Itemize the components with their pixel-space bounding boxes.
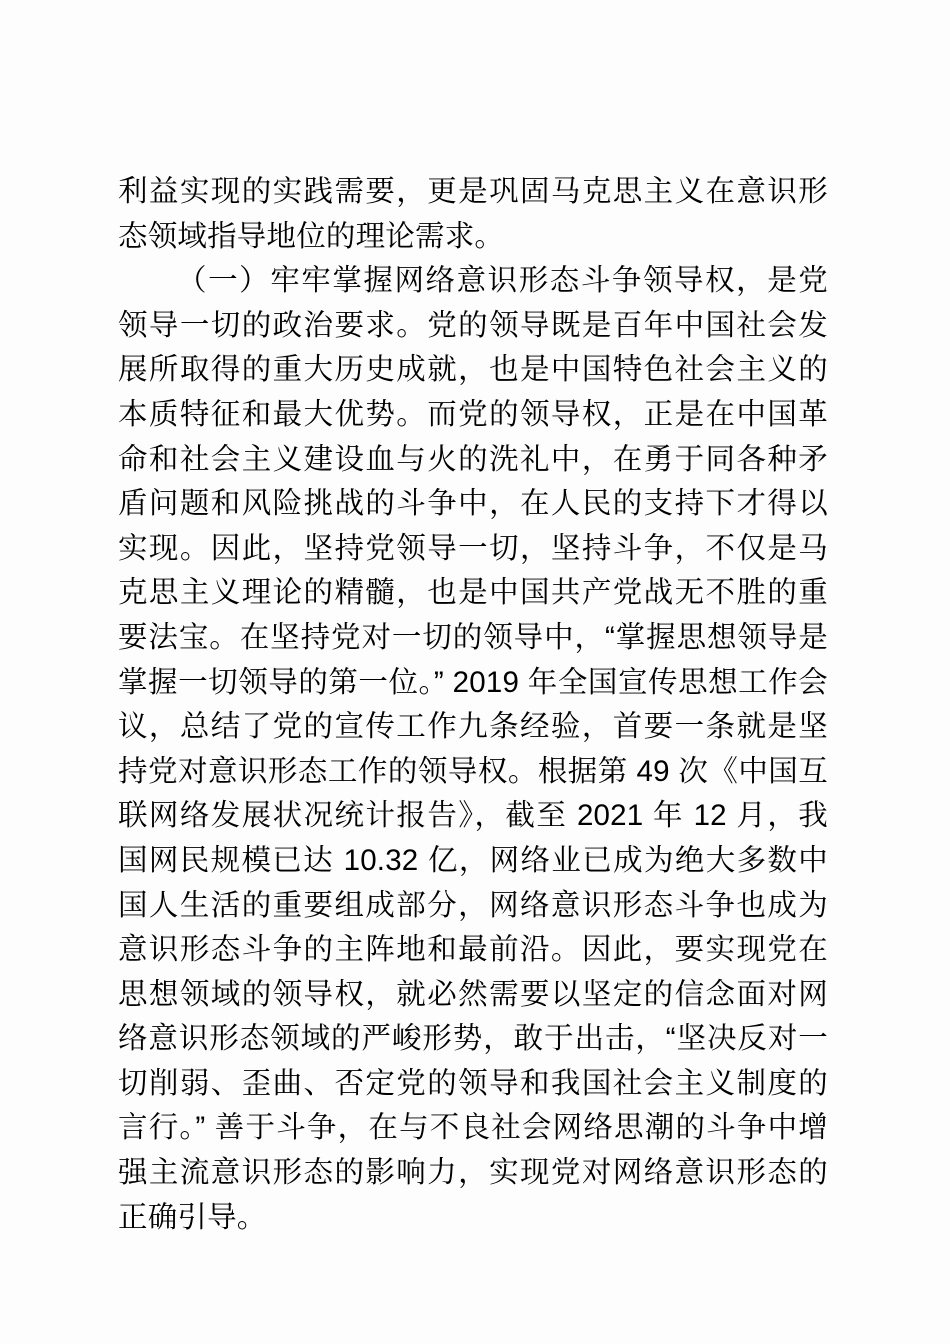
body-paragraph-1: 利益实现的实践需要，更是巩固马克思主义在意识形态领域指导地位的理论需求。 bbox=[118, 175, 828, 253]
body-paragraph-2: （一）牢牢掌握网络意识形态斗争领导权，是党领导一切的政治要求。党的领导既是百年中国社会发展所取得的重大历史成就，也是中国特色社会主义的本质特征和最大优势。而党的领导权，正是在中国革命和社会主义建设血与火的洗礼中，在勇于同各种矛盾问题和风险挑战的斗争中，在人民的支持下才得以实现。因此，坚持党领导一切，坚持斗争，不仅是马克思主义理论的精髓，也是中国共产党战无不胜的重要法宝。在坚持党对一切的领导中，“掌握思想领导是掌握一切领导的第一位。” 2019 年全国宣传思想工作会议，总结了党的宣传工作九条经验，首要一条就是坚持党对意识形态工作的领导权。根据第 49 次《中国互联网络发展状况统计报告》，截至 2021 年 12 月，我国网民规模已达 10.32 亿，网络业已成为绝大多数中国人生活的重要组成部分，网络意识形态斗争也成为意识形态斗争的主阵地和最前沿。因此，要实现党在思想领域的领导权，就必然需要以坚定的信念面对网络意识形态领域的严峻形势，敢于出击，“坚决反对一切削弱、歪曲、否定党的领导和我国社会主义制度的言行。” 善于斗争，在与不良社会网络思潮的斗争中增强主流意识形态的影响力，实现党对网络意识形态的正确引导。 bbox=[118, 264, 828, 1234]
